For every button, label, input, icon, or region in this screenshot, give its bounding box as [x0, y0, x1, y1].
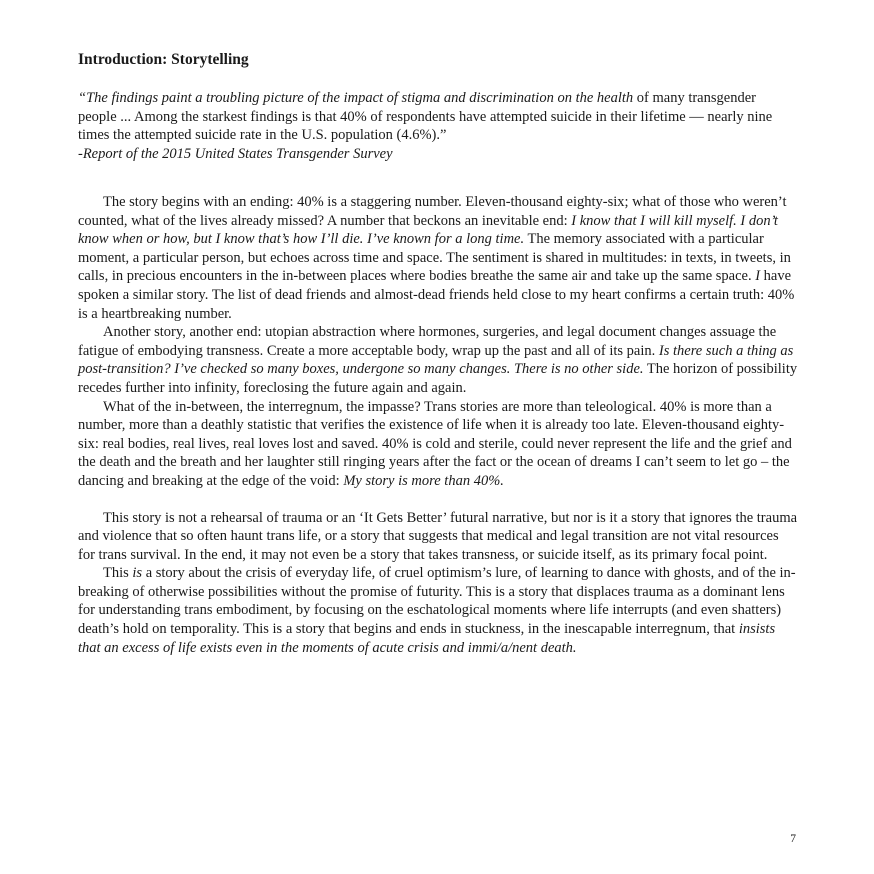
paragraph-3-text-a: What of the in-between, the interregnum, the impasse? Trans stories are more than teleological. 40% is more than a number, more than a deathly statistic that verifies the existence of life when it is already too late. Eleven-thousand eighty-six: real bodies, real lives, real loves lost and saved. 40% is cold and sterile, could never represent the life and the grief and the death and the breath and her laughter still ringing years after the fact or the ocean of dreams I can’t seem to let go – the dancing and breaking at the edge of the void: [78, 398, 792, 489]
paragraph-2 [78, 323, 798, 397]
body-text [78, 193, 798, 657]
paragraph-1-text-e: have spoken a similar story. The list of dead friends and almost-dead friends held close to my heart confirms a certain truth: 40% is a heartbreaking number. [78, 268, 795, 322]
paragraph-1 [78, 193, 798, 323]
epigraph-italic-lead: “The findings paint a troubling picture of the impact of stigma and discrimination on the health [78, 90, 634, 106]
paragraph-5-text-a: This [103, 565, 133, 582]
paragraph-3-italic-b: My story is more than 40%. [343, 472, 504, 489]
paragraph-1-italic-b: I know that I will kill myself. I don’t know when or how, but I know that’s how I’ll die. I’ve known for a long time. [78, 212, 778, 248]
paragraph-5-text-c: a story about the crisis of everyday life, of cruel optimism’s lure, of learning to dance with ghosts, and of the in-breaking of otherwise possibilities without the promise of futurity. This is a story that displaces trauma as a dominant lens for understanding trans embodiment, by focusing on the eschatological moments where life interrupts (and even shatters) death’s hold on temporality. This is a story that begins and ends in stuckness, in the inescapable interregnum, that [78, 565, 796, 638]
paragraph-5-italic-b: is [132, 565, 143, 582]
paragraph-2-text-c: The horizon of possibility recedes further into infinity, foreclosing the future again and again. [78, 361, 798, 396]
paragraph-5 [78, 564, 798, 657]
epigraph-text: of many transgender people ... Among the starkest findings is that 40% of respondents have attempted suicide in their lifetime — nearly nine times the attempted suicide rate in the U.S. population (4.6%).” [78, 90, 773, 143]
epigraph [78, 89, 798, 163]
paragraph-1-text-a: The story begins with an ending: 40% is a staggering number. Eleven-thousand eighty-six; what of those who weren’t counted, what of the lives already missed? A number that beckons an inevitable end: [78, 194, 787, 229]
paragraph-gap [78, 491, 798, 509]
section-heading: Introduction: Storytelling [78, 51, 249, 68]
paragraph-4 [78, 509, 798, 565]
paragraph-4-text-a: This story is not a rehearsal of trauma or an ‘It Gets Better’ futural narrative, but nor is it a story that ignores the trauma and violence that so often haunt trans life, or a story that suggests that medical and legal transition are not vital resources for trans survival. In the end, it may not even be a story that takes transness, or suicide itself, as its primary focal point. [78, 509, 798, 563]
paragraph-2-text-a: Another story, another end: utopian abstraction where hormones, surgeries, and legal document changes assuage the fatigue of embodying transness. Create a more acceptable body, wrap up the past and all of its pain. [78, 324, 777, 359]
page-number: 7 [790, 833, 796, 845]
paragraph-1-italic-d: I [755, 268, 761, 285]
paragraph-1-text-c: The memory associated with a particular moment, a particular person, but echoes across time and space. The sentiment is shared in multitudes: in texts, in tweets, in calls, in precious encounters in the in-between places where bodies breathe the same air and take up the same space. [78, 231, 791, 285]
epigraph-attribution: -Report of the 2015 United States Transgender Survey [78, 145, 393, 162]
paragraph-2-italic-b: Is there such a thing as post-transition? I’ve checked so many boxes, undergone so many changes. There is no other side. [78, 342, 794, 378]
paragraph-5-italic-d: insists that an excess of life exists even in the moments of acute crisis and immi/a/nent death. [78, 621, 776, 656]
paragraph-3 [78, 398, 798, 491]
